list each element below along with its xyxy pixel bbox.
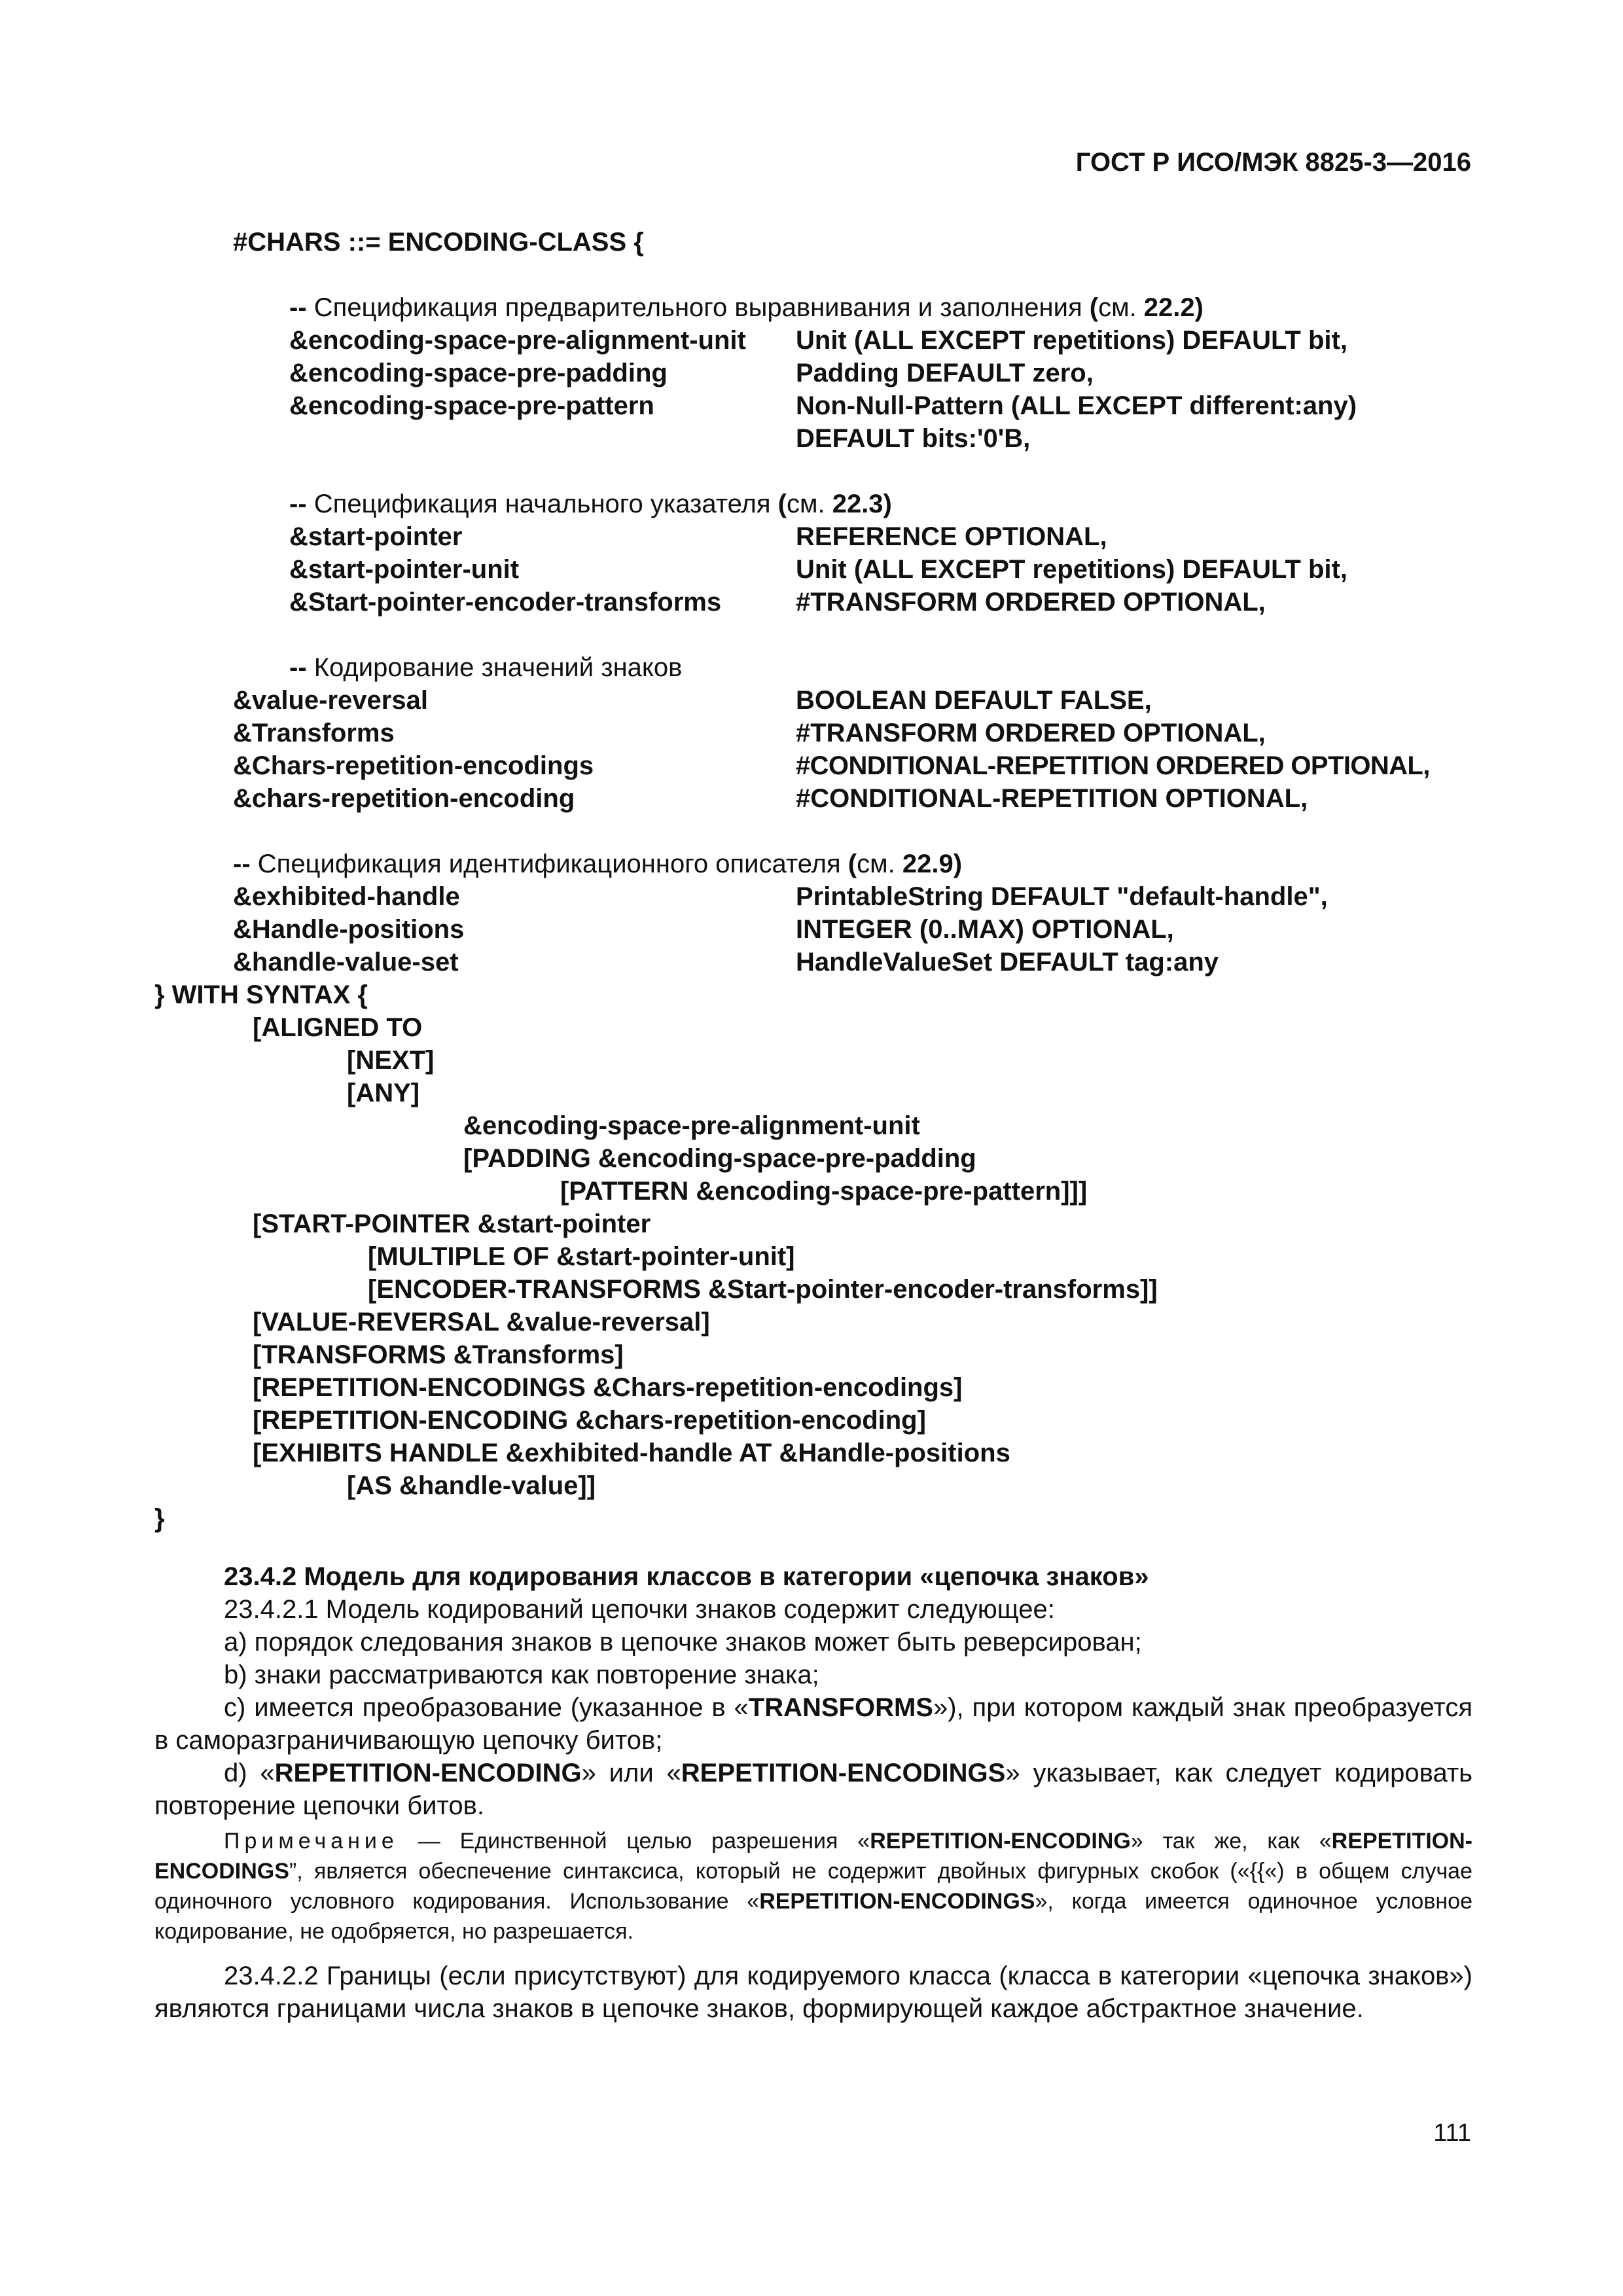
- note-label: Примечание: [224, 1829, 399, 1854]
- code-field-name: &exhibited-handle: [233, 882, 460, 911]
- note: Примечание — Единственной целью разрешения «REPETITION-ENCODING» так же, как «REPETITION-ENCODINGS”, является обеспечение синтаксиса, который не содержит двойных фигурных скобок («{{«) в общем случае одиночного условного кодирования. Использование «REPETITION-ENCODINGS», когда имеется одиночное условное кодирование, не одобряется, но разрешается.: [154, 1829, 1472, 1944]
- section-heading: 23.4.2 Модель для кодирования классов в категории «цепочка знаков»: [224, 1562, 1149, 1591]
- code-field-type: Padding DEFAULT zero,: [796, 359, 1094, 387]
- code-syntax-line: }: [154, 1504, 165, 1533]
- code-syntax-line: [MULTIPLE OF &start-pointer-unit]: [368, 1242, 795, 1271]
- code-field-type: #CONDITIONAL-REPETITION OPTIONAL,: [796, 784, 1308, 813]
- code-field-type: Unit (ALL EXCEPT repetitions) DEFAULT bit,: [796, 326, 1347, 355]
- code-comment-handle: -- Спецификация идентификационного описателя (см. 22.9): [233, 850, 963, 878]
- paragraph-boundaries: 23.4.2.2 Границы (если присутствуют) для кодируемого класса (класса в категории «цепочка знаков») являются границами числа знаков в цепочке знаков, формирующей каждое абстрактное значение.: [154, 1962, 1472, 2023]
- code-syntax-line: [START-POINTER &start-pointer: [253, 1210, 651, 1238]
- code-field-type: REFERENCE OPTIONAL,: [796, 522, 1107, 551]
- code-field-type-continuation: DEFAULT bits:'0'B,: [796, 424, 1031, 453]
- list-item-a: a) порядок следования знаков в цепочке знаков может быть реверсирован;: [224, 1628, 1142, 1657]
- code-field-name: &chars-repetition-encoding: [233, 784, 575, 813]
- code-field-type: #TRANSFORM ORDERED OPTIONAL,: [796, 719, 1266, 747]
- code-field-type: #TRANSFORM ORDERED OPTIONAL,: [796, 588, 1266, 617]
- code-field-type: HandleValueSet DEFAULT tag:any: [796, 948, 1219, 977]
- code-field-type: #CONDITIONAL-REPETITION ORDERED OPTIONAL,: [796, 751, 1430, 780]
- code-syntax-line: [PATTERN &encoding-space-pre-pattern]]]: [560, 1177, 1088, 1206]
- code-field-name: &Chars-repetition-encodings: [233, 751, 594, 780]
- list-item-d: d) «REPETITION-ENCODING» или «REPETITION-ENCODINGS» указывает, как следует кодировать повторение цепочки битов.: [154, 1759, 1472, 1820]
- code-field-name: &Start-pointer-encoder-transforms: [289, 588, 722, 617]
- code-syntax-line: [REPETITION-ENCODINGS &Chars-repetition-encodings]: [253, 1373, 963, 1402]
- code-field-type: INTEGER (0..MAX) OPTIONAL,: [796, 915, 1174, 944]
- code-field-type: Unit (ALL EXCEPT repetitions) DEFAULT bit,: [796, 555, 1347, 584]
- paragraph: 23.4.2.1 Модель кодирований цепочки знаков содержит следующее:: [224, 1595, 1055, 1624]
- code-field-name: &handle-value-set: [233, 948, 459, 977]
- code-syntax-line: [TRANSFORMS &Transforms]: [253, 1340, 624, 1369]
- standard-header: ГОСТ Р ИСО/МЭК 8825-3—2016: [1075, 148, 1471, 177]
- code-class-open: #CHARS ::= ENCODING-CLASS {: [233, 228, 644, 257]
- page-number: 111: [1433, 2119, 1471, 2147]
- code-field-name: &encoding-space-pre-pattern: [289, 391, 654, 420]
- code-syntax-line: [EXHIBITS HANDLE &exhibited-handle AT &Handle-positions: [253, 1439, 1010, 1467]
- code-syntax-line: [ENCODER-TRANSFORMS &Start-pointer-encoder-transforms]]: [368, 1275, 1158, 1304]
- code-field-type: BOOLEAN DEFAULT FALSE,: [796, 686, 1152, 715]
- section-body: [154, 1560, 1472, 1822]
- list-item-b: b) знаки рассматриваются как повторение знака;: [224, 1660, 819, 1689]
- code-field-name: &Handle-positions: [233, 915, 465, 944]
- code-syntax-line: [PADDING &encoding-space-pre-padding: [463, 1144, 976, 1173]
- code-comment-value-encoding: -- Кодирование значений знаков: [289, 653, 683, 682]
- code-syntax-line: [REPETITION-ENCODING &chars-repetition-encoding]: [253, 1406, 926, 1435]
- list-item-c: c) имеется преобразование (указанное в «TRANSFORMS»), при котором каждый знак преобразуется в саморазграничивающую цепочку битов;: [154, 1693, 1473, 1755]
- code-field-name: &encoding-space-pre-padding: [289, 359, 668, 387]
- code-field-name: &value-reversal: [233, 686, 428, 715]
- code-syntax-line: [NEXT]: [347, 1046, 435, 1075]
- code-field-type: PrintableString DEFAULT "default-handle",: [796, 882, 1328, 911]
- code-syntax-line: [AS &handle-value]]: [347, 1471, 596, 1500]
- code-syntax-line: } WITH SYNTAX {: [154, 980, 368, 1009]
- code-field-name: &encoding-space-pre-alignment-unit: [289, 326, 746, 355]
- code-syntax-line: [VALUE-REVERSAL &value-reversal]: [253, 1308, 710, 1336]
- code-field-type: Non-Null-Pattern (ALL EXCEPT different:any): [796, 391, 1357, 420]
- code-comment-start-pointer: -- Спецификация начального указателя (см. 22.3): [289, 490, 892, 518]
- code-field-name: &start-pointer-unit: [289, 555, 520, 584]
- code-syntax-line: [ANY]: [347, 1079, 420, 1107]
- code-field-name: &start-pointer: [289, 522, 463, 551]
- code-syntax-line: &encoding-space-pre-alignment-unit: [463, 1111, 920, 1140]
- code-comment-pre-alignment: -- Спецификация предварительного выравнивания и заполнения (см. 22.2): [289, 293, 1204, 322]
- code-field-name: &Transforms: [233, 719, 395, 747]
- code-syntax-line: [ALIGNED TO: [253, 1013, 423, 1042]
